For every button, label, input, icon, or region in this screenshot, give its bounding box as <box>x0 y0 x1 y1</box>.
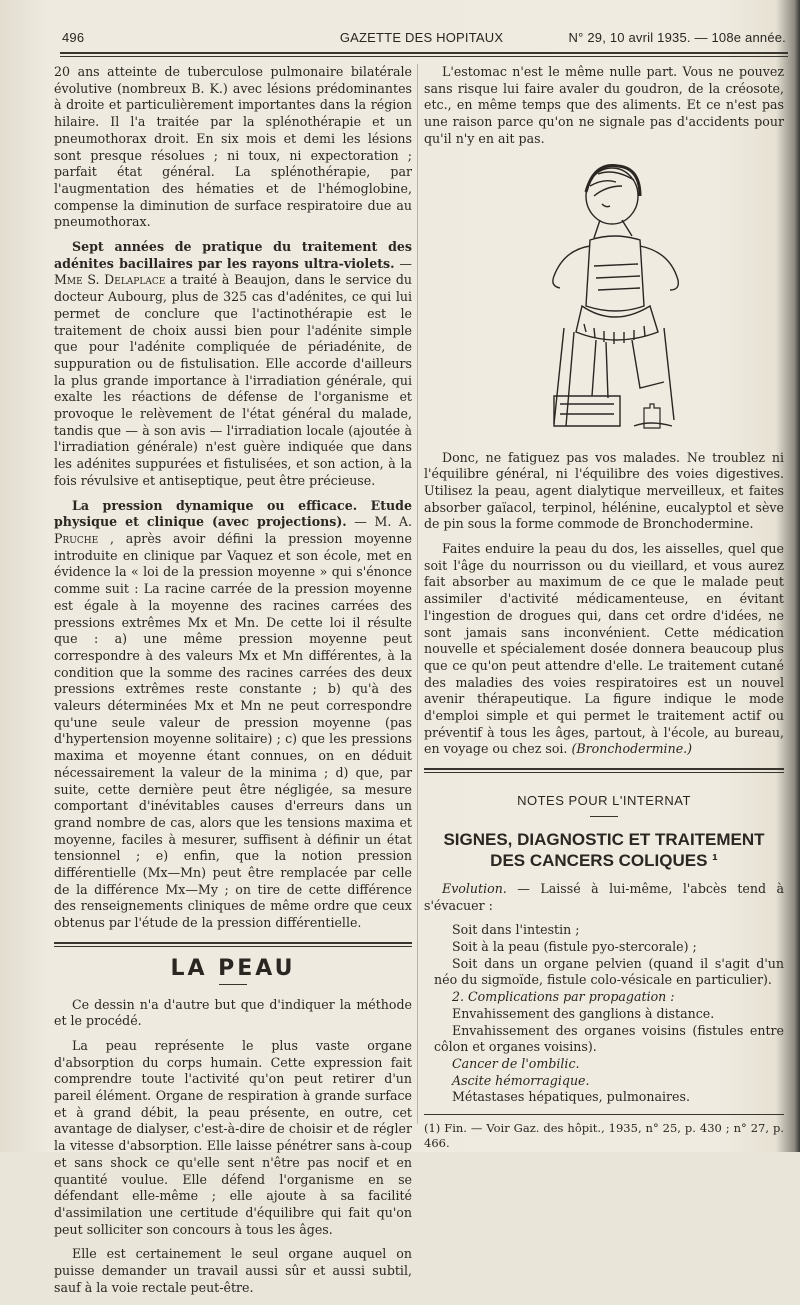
evolution-label: Evolution. <box>442 880 507 896</box>
issue-info: N° 29, 10 avril 1935. — 108e année. <box>568 29 786 45</box>
pression-title: La pression dynamique ou efficace. Etude physique et clinique (avec projections). <box>54 497 412 530</box>
pression-author: M. A. Pruche <box>54 514 412 546</box>
page-number: 496 <box>62 29 85 45</box>
notes-rule <box>424 768 784 773</box>
left-column <box>54 64 412 1305</box>
list-item: Cancer de l'ombilic. <box>452 1055 580 1071</box>
footnote-rule <box>424 1114 784 1115</box>
column-divider <box>417 64 418 1124</box>
paragraph-dessin: Ce dessin n'a d'autre but que d'indiquer la méthode et le procédé. <box>54 996 412 1029</box>
footnote: (1) Fin. — Voir Gaz. des hôpit., 1935, n° 25, p. 430 ; n° 27, p. 466. <box>424 1121 784 1151</box>
enduire-signature: (Bronchodermine.) <box>571 741 693 757</box>
short-rule <box>219 984 247 985</box>
list-item: Soit dans l'intestin ; <box>452 922 580 938</box>
section-rule <box>54 942 412 947</box>
paragraph-tuberculose: 20 ans atteinte de tuberculose pulmonaire bilatérale évolutive (nombreux B. K.) avec lésions prédominantes à droite et particulièrement importantes dans la région hilaire. Il l'a traitée par la splénothérapie et un pneumothorax droit. En six mois et demi les lésions sont presque résolues ; ni toux, ni expectoration ; parfait état général. La splénothérapie, par l'augmentation des hématies et de l'hémoglobine, compense la diminution de surface respiratoire due au pneumothorax. <box>54 64 412 230</box>
complications-heading: 2. Complications par propagation : <box>452 989 675 1005</box>
adenites-title: Sept années de pratique du traitement des adénites bacillaires par les rayons ultra-violets. <box>54 239 412 271</box>
list-item: Soit dans un organe pelvien (quand il s'agit d'un néo du sigmoïde, fistule colo-vésicale en particulier). <box>434 955 784 988</box>
evolution-text: — Laissé à lui-même, l'abcès tend à s'évacuer : <box>424 880 784 913</box>
running-header <box>62 26 786 48</box>
list-item: Métastases hépatiques, pulmonaires. <box>452 1089 690 1105</box>
header-rule <box>60 52 788 57</box>
paragraph-estomac: L'estomac n'est le même nulle part. Vous ne pouvez sans risque lui faire avaler du goudron, de la créosote, etc., en même temps que des aliments. Et ce n'est pas une raison parce qu'on ne signale pas d'accidents pour qu'il n'y en ait pas. <box>424 64 784 146</box>
section-title-la-peau: LA PEAU <box>170 955 296 981</box>
paragraph-evolution <box>424 881 784 914</box>
paragraph-organe: Elle est certainement le seul organe auquel on puisse demander un travail aussi sûr et aussi subtil, sauf à la voie rectale peut-être. <box>54 1246 412 1295</box>
paragraph-pression: La pression dynamique ou efficace. Etude physique et clinique (avec projections). — M. A. Pruche , après avoir défini la pression moyenne introduite en clinique par Vaquez et son école, met en évidence la « loi de la pression moyenne » qui s'énonce comme suit : La racine carrée de la pression moyenne est égale à la moyenne des racines carrées des pressions extrêmes Mx et Mn. De cette loi il résulte que : a) une même pression moyenne peut correspondre à des valeurs Mx et Mn différentes, à la condition que la somme des racines carrées des deux pressions extrêmes reste constante ; b) qu'à des valeurs déterminées Mx et Mn ne peut correspondre qu'une seule valeur de pression moyenne (pas d'hypertension moyenne solitaire) ; c) que les pressions maxima et moyenne étant connues, on en déduit nécessairement la valeur de la minima ; d) que, par suite, cette dernière peut être négligée, sa mesure comportant d'inévitables causes d'erreurs dans un grand nombre de cas, alors que les tensions maxima et moyenne, faciles à mesurer, suffisent à définir un état tensionnel ; e) enfin, que la notion pression différentielle (Mx—Mn) peut être remplacée par celle de la différence Mx—My ; on tire de cette différence des renseignements cliniques de même ordre que ceux obtenus par l'étude de la pression différentielle. <box>54 497 412 931</box>
paragraph-donc: Donc, ne fatiguez pas vos malades. Ne troublez ni l'équilibre général, ni l'équilibre des voies digestives. Utilisez la peau, agent dialytique merveilleux, et faites absorber gaïacol, terpinol, hélénine, eucalyptol et sève de pin sous la forme commode de Bronchodermine. <box>424 449 784 532</box>
adenites-author: Mme S. Delaplace <box>54 272 166 288</box>
list-item: Envahissement des ganglions à distance. <box>452 1005 715 1021</box>
list-item: Envahissement des organes voisins (fistules entre côlon et organes voisins). <box>434 1022 784 1055</box>
list-item: Soit à la peau (fistule pyo-stercorale) ; <box>452 938 697 954</box>
notes-label: NOTES POUR L'INTERNAT <box>517 793 691 809</box>
paragraph-adenites: Sept années de pratique du traitement des adénites bacillaires par les rayons ultra-violets. — Mme S. Delaplace a traité à Beaujon, dans le service du docteur Aubourg, plus de 325 cas d'adénites, ce qui lui permet de conclure que l'actinothérapie est le traitement de choix aussi bien pour l'adénite simple que pour l'adénite compliquée de périadénite, de suppuration ou de fistulisation. Elle accorde d'ailleurs la plus grande importance à l'irradiation générale, qui exalte les réactions de défense de l'organisme et provoque le relèvement de l'état général du malade, tandis que — à son avis — l'irradiation locale (ajoutée à l'irradiation générale) n'est guère indiquée que dans les adénites suppurées et fistulisées, et son action, à la fois révulsive et antiseptique, peut être précieuse. <box>54 239 412 488</box>
pression-body: , après avoir défini la pression moyenne introduite en clinique par Vaquez et son école, met en évidence la « loi de la pression moyenne » qui s'énonce comme suit : La racine carrée de la pression moyenne est égale à la moyenne des racines carrées des pressions extrêmes Mx et Mn. De cette loi il résulte que : a) une même pression moyenne peut correspondre à des valeurs Mx et Mn différentes, à la condition que la somme des racines carrées des deux pressions extrêmes reste constante ; b) qu'à des valeurs déterminées Mx et Mn ne peut correspondre qu'une seule valeur de pression moyenne (pas d'hypertension moyenne solitaire) ; c) que les pressions maxima et moyenne étant connues, on en déduit nécessairement la valeur de la minima ; d) que, par suite, cette dernière peut être négligée, sa mesure comportant d'inévitables causes d'erreurs dans un grand nombre de cas, alors que les tensions maxima et moyenne, faciles à mesurer, suffisent à définir un état tensionnel ; e) enfin, que la notion pression différentielle (Mx—Mn) peut être remplacée par celle de la différence Mx—My ; on tire de cette différence des renseignements cliniques de même ordre que ceux obtenus par l'étude de la pression différentielle. <box>54 530 412 931</box>
article-title: SIGNES, DIAGNOSTIC ET TRAITEMENT DES CANCERS COLIQUES ¹ <box>443 829 765 870</box>
enduire-body: Faites enduire la peau du dos, les aisselles, quel que soit l'âge du nourrisson ou du vieillard, et vous aurez fait absorber au maximum de ce que le malade peut assimiler d'activité médicamenteuse, en évitant l'ingestion de drogues qui, dans cet ordre d'idées, ne sont jamais sans inconvénient. Cette médication nouvelle et spécialement dosée donnera beaucoup plus que ce qu'on peut attendre d'elle. Le traitement cutané des maladies des voies respiratoires est un nouvel avenir thérapeutique. La figure indique le mode d'emploi simple et qui permet le traitement actif ou préventif à tous les âges, partout, à l'école, au bureau, en voyage ou chez soi. <box>424 541 784 757</box>
illustration-child-figure <box>494 156 714 446</box>
adenites-body: a traité à Beaujon, dans le service du docteur Aubourg, plus de 325 cas d'adénites, ce qui lui permet de conclure que l'actinothérapie est le traitement de choix aussi bien pour l'adénite simple que pour l'adénite compliquée de périadénite, de suppuration ou de fistulisation. Elle accorde d'ailleurs la plus grande importance à l'irradiation générale, qui exalte les réactions de défense de l'organisme et provoque le relèvement de l'état général du malade, tandis que — à son avis — l'irradiation locale (ajoutée à l'irradiation générale) n'est guère indiquée que dans les adénites suppurées et fistulisées, et son action, à la fois révulsive et antiseptique, peut être précieuse. <box>54 272 412 488</box>
right-column <box>424 64 784 1159</box>
list-item: Ascite hémorragique. <box>452 1072 590 1088</box>
short-rule-notes <box>590 816 618 817</box>
paragraph-peau: La peau représente le plus vaste organe d'absorption du corps humain. Cette expression fait comprendre toute l'activité qu'on peut retirer d'un pareil élément. Organe de respiration à grande surface et à grand débit, la peau présente, en outre, cet avantage de dialyser, c'est-à-dire de choisir et de régler la vitesse d'absorption. Elle laisse pénétrer sans à-coup et sans shock ce qu'elle sent n'être pas nocif et en quantité voulue. Elle défend l'organisme en se défendant elle-même ; elle ajoute à sa facilité d'assimilation une certitude d'équilibre qui fait qu'on peut solliciter son concours à tous les âges. <box>54 1037 412 1237</box>
journal-title: GAZETTE DES HOPITAUX <box>339 29 504 45</box>
paragraph-enduire <box>424 541 784 758</box>
